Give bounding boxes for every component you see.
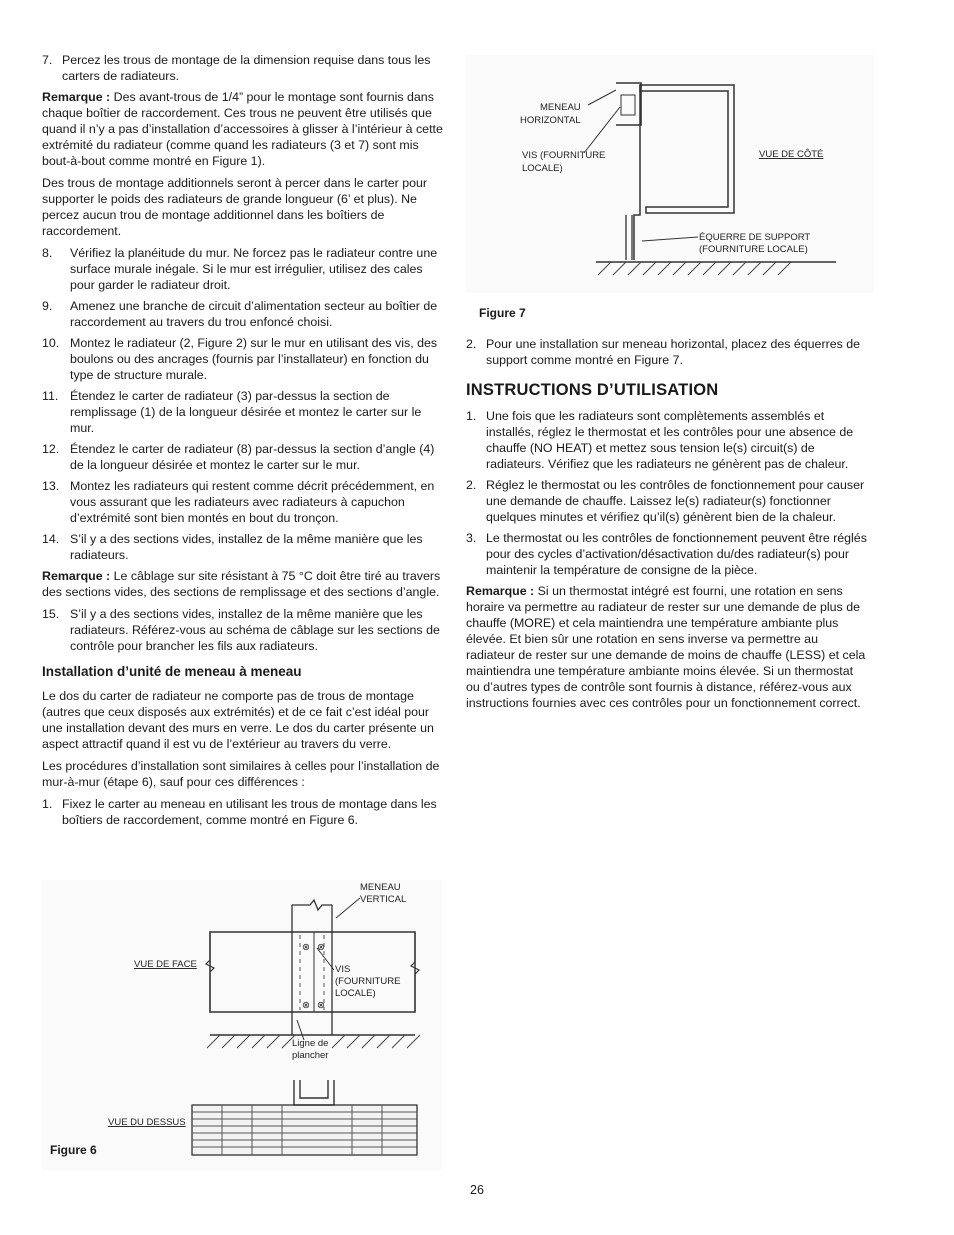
mullion-step-2: [466, 336, 870, 368]
step-11: [42, 388, 446, 436]
leader-mullion: [336, 898, 360, 918]
step-7: [42, 52, 446, 84]
leader-mullion: [588, 90, 616, 105]
step-text: Étendez le carter de radiateur (3) par-dessus la section de remplissage (1) de la longueur désirée et montez le carter sur le mur.: [70, 389, 422, 435]
label-horizontal: HORIZONTAL: [520, 115, 581, 126]
step-number: 14.: [42, 532, 60, 546]
label-mullion-vertical: VERTICAL: [360, 894, 407, 905]
step-number: 9.: [42, 299, 53, 313]
label-screw: VIS: [335, 964, 351, 975]
note-pilot-holes: [42, 89, 446, 169]
paragraph-additional-holes: Des trous de montage additionnels seront à percer dans le carter pour supporter le poids des radiateurs de grande longueur (6’ et plus). Ne percez aucun trou de montage additionnel dans les boîtiers de raccordement.: [42, 176, 428, 238]
step-14: [42, 531, 446, 563]
step-9: [42, 298, 446, 330]
step-text: Pour une installation sur meneau horizontal, placez des équerres de support comme montré en Figure 7.: [486, 337, 861, 367]
paragraph-back-of-cabinet: Le dos du carter de radiateur ne comporte pas de trous de montage (autres que ceux disposés aux extrémités) et de ce fait c’est idéal pour une installation devant des murs en verre. Le dos du carter présente un aspect attractif quand il est vu de l’extérieur au travers du verre.: [42, 689, 434, 751]
label-screw-local: LOCALE): [522, 163, 563, 174]
cabinet-side-profile: [640, 85, 734, 213]
step-number: 2.: [466, 478, 477, 492]
usage-step-2: [466, 477, 870, 525]
step-text: Vérifiez la planéitude du mur. Ne forcez pas le radiateur contre une surface murale inégale. Si le mur est irrégulier, utilisez des cales pour garder le radiateur droit.: [70, 246, 438, 292]
step-number: 1.: [42, 797, 53, 811]
step-number: 2.: [466, 337, 477, 351]
vertical-mullion: [292, 900, 332, 1035]
step-8: [42, 245, 446, 293]
step-15: [42, 606, 446, 654]
horizontal-mullion: [616, 83, 641, 125]
note-label: Remarque :: [42, 569, 111, 583]
mullion-profile: [621, 95, 635, 115]
label-bracket-local: (FOURNITURE LOCALE): [699, 244, 808, 255]
note-text: Des avant-trous de 1/4” pour le montage sont fournis dans chaque boîtier de raccordement. Ces trous ne peuvent être utilisés que quand il n’y a pas d’installation d’accessoires à glisser à l’intérieur à cette extrémité du radiateur (comme quand les radiateurs (3 et 7) sont mis bout-à-bout comme montré en Figure 1).: [42, 90, 443, 168]
step-text: S’il y a des sections vides, installez de la même manière que les radiateurs. Référez-vous au schéma de câblage sur les sections de contrôle pour brancher les fils aux radiateurs.: [70, 607, 440, 653]
step-text: Montez les radiateurs qui restent comme décrit précédemment, en vous assurant que les radiateurs avec radiateurs à capuchon d’extrémité sont bien montés en bout du tronçon.: [70, 479, 435, 525]
screw-mark: ⊗: [302, 1000, 310, 1011]
figure-7-caption: Figure 7: [479, 306, 526, 320]
label-mullion: MENEAU: [360, 882, 401, 893]
paragraph-procedures: Les procédures d’installation sont similaires à celles pour l’installation de mur-à-mur (étape 6), sauf pour ces différences :: [42, 759, 440, 789]
screw-mark: ⊗: [317, 1000, 325, 1011]
step-number: 15.: [42, 607, 60, 621]
mullion-top-section: [294, 1080, 334, 1105]
label-screw-local: LOCALE): [335, 988, 376, 999]
leader-screw: [584, 107, 620, 153]
figure-6-caption: Figure 6: [50, 1143, 97, 1157]
step-number: 10.: [42, 336, 60, 350]
note-label: Remarque :: [466, 584, 535, 598]
support-bracket: [626, 215, 632, 260]
figure-7-drawing: [466, 55, 874, 293]
label-support-bracket: ÉQUERRE DE SUPPORT: [699, 232, 811, 243]
label-screw-supply: (FOURNITURE: [335, 976, 401, 987]
floor-hatch: [598, 262, 791, 275]
step-13: [42, 478, 446, 526]
figure-6: [42, 880, 442, 1170]
label-side-view: VUE DE CÔTÉ: [759, 149, 824, 160]
step-number: 1.: [466, 409, 477, 423]
step-text: Amenez une branche de circuit d’alimentation secteur au boîtier de raccordement au travers du trou enfoncé choisi.: [70, 299, 438, 329]
screw-mark: ⊗: [317, 942, 325, 953]
step-text: Une fois que les radiateurs sont complètements assemblés et installés, réglez le thermostat et les contrôles pour une absence de chauffe (NO HEAT) et mettez sous tension le(s) circuit(s) de radiateurs. Vérifiez que les radiateurs ne génèrent pas de chaleur.: [486, 409, 854, 471]
label-front-view: VUE DE FACE: [134, 959, 197, 970]
step-number: 8.: [42, 246, 53, 260]
break-mark-left: [206, 932, 214, 1012]
label-mullion: MENEAU: [540, 102, 581, 113]
usage-step-3: [466, 530, 870, 578]
step-text: Le thermostat ou les contrôles de fonctionnement peuvent être réglés pour des cycles d’activation/désactivation du/des radiateur(s) pour maintenir la température de consigne de la pièce.: [486, 531, 867, 577]
section-heading: INSTRUCTIONS D’UTILISATION: [466, 381, 719, 399]
cabinet-front-outline: [210, 932, 415, 1012]
note-thermostat: [466, 583, 870, 711]
mullion-step-1: [42, 796, 446, 828]
step-text: Montez le radiateur (2, Figure 2) sur le mur en utilisant des vis, des boulons ou des ancrages (fournis par l’installateur) en fonction du type de structure murale.: [70, 336, 438, 382]
leader-floor: [297, 1020, 304, 1040]
step-text: Réglez le thermostat ou les contrôles de fonctionnement pour causer une demande de chauffe. Laissez le(s) radiateur(s) fonctionner quelques minutes et vérifiez qu’il(s) génèrent bien de la chaleur.: [486, 478, 865, 524]
step-number: 3.: [466, 531, 477, 545]
step-number: 12.: [42, 442, 60, 456]
step-text: Fixez le carter au meneau en utilisant les trous de montage dans les boîtiers de raccordement, comme montré en Figure 6.: [62, 797, 437, 827]
note-wiring: [42, 568, 446, 600]
label-floor-line: Ligne de: [292, 1038, 329, 1049]
note-text: Le câblage sur site résistant à 75 °C doit être tiré au travers des sections vides, des sections de remplissage et des sections d’angle.: [42, 569, 441, 599]
step-number: 7.: [42, 53, 53, 67]
step-10: [42, 335, 446, 383]
screw-mark: ⊗: [302, 942, 310, 953]
note-label: Remarque :: [42, 90, 111, 104]
label-floor: plancher: [292, 1050, 329, 1061]
step-number: 11.: [42, 389, 59, 403]
usage-step-1: [466, 408, 870, 472]
step-text: Percez les trous de montage de la dimension requise dans tous les carters de radiateurs.: [62, 53, 431, 83]
label-top-view: VUE DU DESSUS: [108, 1117, 186, 1128]
section-subheading: Installation d’unité de meneau à meneau: [42, 664, 302, 679]
right-column: [466, 336, 870, 717]
note-text: Si un thermostat intégré est fourni, une rotation en sens horaire va permettre au radiateur de rester sur une demande de plus de chauffe (MORE) et cela maintiendra une température ambiante plus élevée. Et bien sûr une rotation en sens inverse va permettre au radiateur de rester sur une demande de moins de chauffe (LESS) et cela maintiendra une température ambiante moins élevée. Si un thermostat ou d’autres types de contrôle sont fournis à distance, référez-vous aux instructions fournies avec ces contrôles pour un fonctionnement correct.: [466, 584, 866, 710]
figure-7: [466, 55, 874, 293]
figure-6-drawing: [42, 880, 442, 1170]
step-text: S’il y a des sections vides, installez de la même manière que les radiateurs.: [70, 532, 423, 562]
page-number: 26: [470, 1183, 484, 1197]
label-screw: VIS (FOURNITURE: [522, 150, 606, 161]
step-12: [42, 441, 446, 473]
left-column: [42, 52, 446, 833]
step-text: Étendez le carter de radiateur (8) par-dessus la section d’angle (4) de la longueur désirée et montez le carter sur le mur.: [70, 442, 435, 472]
leader-bracket: [642, 237, 698, 241]
step-number: 13.: [42, 479, 60, 493]
